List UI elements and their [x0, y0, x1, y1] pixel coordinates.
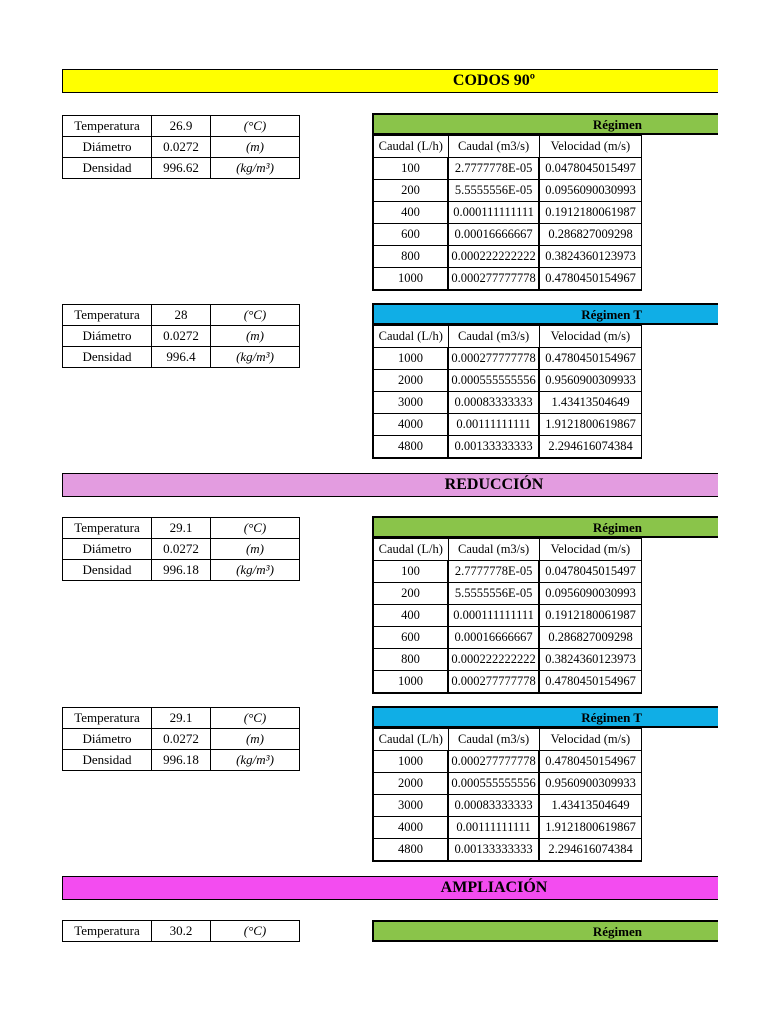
cell: 2.7777778E-05: [448, 561, 539, 583]
regime-header: [372, 920, 718, 942]
cell: 0.00016666667: [448, 224, 539, 246]
label-temperatura: Temperatura: [63, 305, 152, 326]
cell: 1000: [373, 348, 448, 370]
cell: 100: [373, 158, 448, 180]
unit-densidad: (kg/m³): [211, 560, 300, 581]
label-temperatura: Temperatura: [63, 518, 152, 539]
unit-densidad: (kg/m³): [211, 158, 300, 179]
cell: 0.000277777778: [448, 348, 539, 370]
value-diametro: 0.0272: [152, 729, 211, 750]
unit-diametro: (m): [211, 539, 300, 560]
properties-table-5: [62, 920, 300, 942]
cell: 0.00016666667: [448, 627, 539, 649]
cell: 200: [373, 180, 448, 202]
cell: 0.1912180061987: [539, 605, 641, 627]
cell: 0.00133333333: [448, 839, 539, 862]
regime-header: [372, 516, 718, 538]
cell: 0.4780450154967: [539, 751, 641, 773]
cell: 0.000222222222: [448, 246, 539, 268]
cell: 0.9560900309933: [539, 773, 641, 795]
cell: 2000: [373, 773, 448, 795]
section-title: REDUCCIÓN: [444, 476, 544, 493]
unit-densidad: (kg/m³): [211, 347, 300, 368]
cell: 2.294616074384: [539, 839, 641, 862]
unit-temperatura: (°C): [211, 708, 300, 729]
label-diametro: Diámetro: [63, 137, 152, 158]
cell: 0.3824360123973: [539, 649, 641, 671]
regime-header: [372, 706, 718, 728]
cell: 0.0478045015497: [539, 561, 641, 583]
col-caudal-m3s: Caudal (m3/s): [448, 729, 539, 751]
cell: 600: [373, 627, 448, 649]
value-temperatura: 29.1: [152, 708, 211, 729]
cell: 0.0478045015497: [539, 158, 641, 180]
cell: 0.000277777778: [448, 268, 539, 291]
unit-densidad: (kg/m³): [211, 750, 300, 771]
label-densidad: Densidad: [63, 158, 152, 179]
col-caudal-lh: Caudal (L/h): [373, 136, 448, 158]
value-densidad: 996.62: [152, 158, 211, 179]
value-diametro: 0.0272: [152, 539, 211, 560]
label-densidad: Densidad: [63, 560, 152, 581]
regime-title: Régimen T: [581, 710, 642, 725]
cell: 5.5555556E-05: [448, 583, 539, 605]
cell: 0.4780450154967: [539, 348, 641, 370]
cell: 0.000222222222: [448, 649, 539, 671]
col-caudal-lh: Caudal (L/h): [373, 539, 448, 561]
section-title: AMPLIACIÓN: [440, 879, 548, 896]
cell: 0.00111111111: [448, 414, 539, 436]
value-diametro: 0.0272: [152, 326, 211, 347]
regime-header: [372, 113, 718, 135]
col-caudal-m3s: Caudal (m3/s): [448, 539, 539, 561]
cell: 800: [373, 649, 448, 671]
cell: 0.00133333333: [448, 436, 539, 459]
section-banner-reduccion: [62, 473, 718, 497]
label-diametro: Diámetro: [63, 326, 152, 347]
regime-title: Régimen: [592, 520, 642, 535]
cell: 100: [373, 561, 448, 583]
cell: 0.4780450154967: [539, 268, 641, 291]
unit-temperatura: (°C): [211, 116, 300, 137]
label-diametro: Diámetro: [63, 539, 152, 560]
cell: 0.00083333333: [448, 795, 539, 817]
regime-title: Régimen: [592, 924, 642, 939]
label-temperatura: Temperatura: [63, 921, 152, 942]
cell: 3000: [373, 795, 448, 817]
regime-title: Régimen T: [581, 307, 642, 322]
value-temperatura: 28: [152, 305, 211, 326]
cell: 2.7777778E-05: [448, 158, 539, 180]
cell: 0.000111111111: [448, 202, 539, 224]
value-densidad: 996.18: [152, 560, 211, 581]
cell: 1000: [373, 751, 448, 773]
cell: 0.286827009298: [539, 627, 641, 649]
cell: 0.4780450154967: [539, 671, 641, 694]
cell: 4000: [373, 414, 448, 436]
cell: 0.000555555556: [448, 773, 539, 795]
value-densidad: 996.4: [152, 347, 211, 368]
col-velocidad: Velocidad (m/s): [539, 539, 641, 561]
cell: 0.0956090030993: [539, 583, 641, 605]
properties-table-4: [62, 707, 300, 771]
unit-temperatura: (°C): [211, 518, 300, 539]
label-densidad: Densidad: [63, 347, 152, 368]
flow-data-table: [372, 135, 642, 291]
value-densidad: 996.18: [152, 750, 211, 771]
col-caudal-m3s: Caudal (m3/s): [448, 136, 539, 158]
cell: 3000: [373, 392, 448, 414]
col-velocidad: Velocidad (m/s): [539, 136, 641, 158]
cell: 0.1912180061987: [539, 202, 641, 224]
value-temperatura: 26.9: [152, 116, 211, 137]
cell: 4000: [373, 817, 448, 839]
value-diametro: 0.0272: [152, 137, 211, 158]
cell: 0.000277777778: [448, 671, 539, 694]
section-title: CODOS 90º: [452, 72, 536, 89]
cell: 0.9560900309933: [539, 370, 641, 392]
col-caudal-m3s: Caudal (m3/s): [448, 326, 539, 348]
cell: 0.000277777778: [448, 751, 539, 773]
cell: 2.294616074384: [539, 436, 641, 459]
flow-data-table: [372, 325, 642, 459]
flow-data-table: [372, 728, 642, 862]
cell: 400: [373, 605, 448, 627]
properties-table-1: [62, 115, 300, 179]
section-banner-codos: [62, 69, 718, 93]
properties-table-2: [62, 304, 300, 368]
cell: 1.9121800619867: [539, 414, 641, 436]
col-velocidad: Velocidad (m/s): [539, 326, 641, 348]
cell: 200: [373, 583, 448, 605]
regime-header: [372, 303, 718, 325]
unit-temperatura: (°C): [211, 921, 300, 942]
cell: 800: [373, 246, 448, 268]
col-caudal-lh: Caudal (L/h): [373, 326, 448, 348]
regime-title: Régimen: [592, 117, 642, 132]
label-temperatura: Temperatura: [63, 708, 152, 729]
flow-data-table: [372, 538, 642, 694]
cell: 0.3824360123973: [539, 246, 641, 268]
cell: 0.000555555556: [448, 370, 539, 392]
cell: 1000: [373, 268, 448, 291]
value-temperatura: 29.1: [152, 518, 211, 539]
unit-diametro: (m): [211, 729, 300, 750]
cell: 0.000111111111: [448, 605, 539, 627]
cell: 600: [373, 224, 448, 246]
cell: 0.00111111111: [448, 817, 539, 839]
cell: 0.286827009298: [539, 224, 641, 246]
label-densidad: Densidad: [63, 750, 152, 771]
cell: 2000: [373, 370, 448, 392]
unit-diametro: (m): [211, 137, 300, 158]
cell: 1.9121800619867: [539, 817, 641, 839]
cell: 4800: [373, 436, 448, 459]
label-diametro: Diámetro: [63, 729, 152, 750]
cell: 1.43413504649: [539, 795, 641, 817]
unit-diametro: (m): [211, 326, 300, 347]
cell: 0.00083333333: [448, 392, 539, 414]
cell: 4800: [373, 839, 448, 862]
label-temperatura: Temperatura: [63, 116, 152, 137]
cell: 5.5555556E-05: [448, 180, 539, 202]
cell: 1.43413504649: [539, 392, 641, 414]
properties-table-3: [62, 517, 300, 581]
section-banner-ampliacion: [62, 876, 718, 900]
value-temperatura: 30.2: [152, 921, 211, 942]
cell: 0.0956090030993: [539, 180, 641, 202]
unit-temperatura: (°C): [211, 305, 300, 326]
cell: 400: [373, 202, 448, 224]
col-velocidad: Velocidad (m/s): [539, 729, 641, 751]
cell: 1000: [373, 671, 448, 694]
col-caudal-lh: Caudal (L/h): [373, 729, 448, 751]
